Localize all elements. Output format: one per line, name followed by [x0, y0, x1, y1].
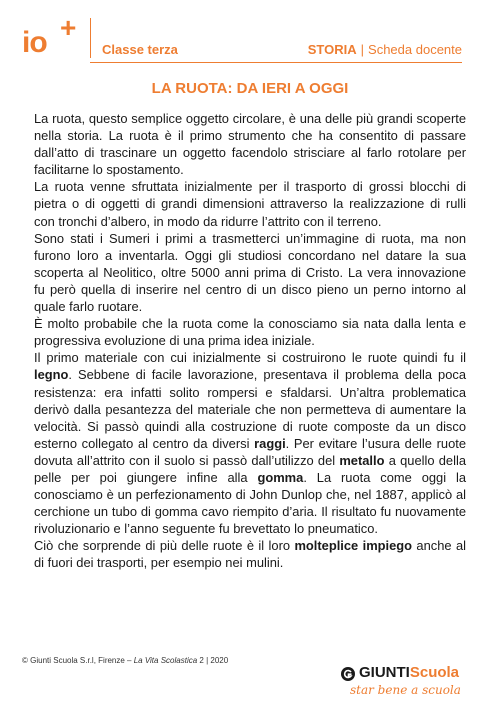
giunti-scuola-logo	[340, 662, 460, 702]
keyword-metallo: metallo	[339, 452, 385, 468]
text-run: . Sebbene di facile lavorazione, presentava il problema della poca resistenza: era infatti solito rompersi e sfaldarsi. Un’altra problematica derivò dalla pesantezza del materiale che non permetteva di aumentare la velocità. Si passò quindi alla costruzione di ruote composte da un disco esterno collegato al centro da diversi	[34, 367, 466, 451]
class-label: Classe terza	[102, 42, 178, 57]
page-title: LA RUOTA: DA IERI A OGGI	[151, 80, 349, 97]
brand-name-accent: Scuola	[409, 664, 460, 681]
keyword-legno: legno	[34, 367, 69, 383]
text-run: anche al di fuori dei trasporti, per esempio nei mulini.	[34, 538, 466, 571]
paragraph: La ruota, questo semplice oggetto circolare, è una delle più grandi scoperte nella storia. La ruota è il primo strumento che ha consentito di passare dall’atto di trascinare un oggetto facendolo strisciare al farlo rotolare per facilitarne lo spostamento.	[34, 111, 466, 178]
keyword-molteplice-impiego: molteplice impiego	[294, 538, 413, 554]
keyword-raggi: raggi	[254, 435, 286, 451]
text-run: Il primo materiale con cui inizialmente si costruirono le ruote quindi fu il	[34, 350, 466, 366]
paragraph: La ruota venne sfruttata inizialmente per il trasporto di grossi blocchi di pietra o di oggetti di grandi dimensioni attraverso la realizzazione di rulli con tronchi d’albero, in modo da ridurre l’attrito con il terreno.	[34, 179, 466, 229]
brand-tagline: star bene a scuola	[350, 683, 461, 697]
text-run: . La ruota come oggi la conosciamo è un perfezionamento di John Dunlop che, nel 1887, applicò al cerchione un tubo di gomma cavo riempito d’aria. Il risultato fu nuovamente rivoluzionario e l’anno seguente fu brevettato lo pneumatico.	[34, 469, 466, 537]
brand-name-main: GIUNTI	[359, 664, 410, 681]
page-header	[0, 0, 500, 72]
doc-type-label: Scheda docente	[368, 42, 462, 57]
header-divider	[90, 18, 91, 58]
text-run: . Per evitare l’usura delle ruote dovuta all’attrito con il suolo si passò dall’utilizzo del	[34, 435, 466, 468]
header-separator: |	[360, 42, 365, 57]
paragraph	[34, 349, 466, 537]
issue-text: 2 | 2020	[197, 656, 229, 665]
logo-plus: +	[60, 12, 77, 43]
header-rule	[90, 62, 462, 63]
footer-copyright	[22, 656, 228, 665]
text-run: Ciò che sorprende di più delle ruote è il loro	[34, 538, 295, 554]
copyright-text: © Giunti Scuola S.r.l, Firenze –	[22, 656, 134, 665]
io-plus-logo	[22, 12, 82, 62]
giunti-g-icon	[340, 666, 356, 682]
logo-text: io	[22, 26, 47, 59]
article-body	[34, 110, 466, 572]
keyword-gomma: gomma	[257, 469, 304, 485]
paragraph: Sono stati i Sumeri i primi a trasmetterci un’immagine di ruota, ma non furono loro a inventarla. Oggi gli studiosi concordano nel datare la sua scoperta al Neolitico, oltre 5000 anni prima di Cristo. La vera innovazione fu però quella di inserire nel centro di un disco pieno un perno intorno al quale farlo ruotare.	[34, 230, 466, 315]
paragraph	[34, 537, 466, 571]
text-run: a quello della pelle per poi giungere infine alla	[34, 452, 466, 485]
header-subject	[308, 42, 462, 57]
subject-label: STORIA	[307, 42, 357, 57]
paragraph: È molto probabile che la ruota come la conosciamo sia nata dalla lenta e progressiva evoluzione di una prima idea iniziale.	[34, 316, 466, 349]
magazine-title: La Vita Scolastica	[133, 656, 198, 665]
brand-name	[359, 664, 459, 681]
